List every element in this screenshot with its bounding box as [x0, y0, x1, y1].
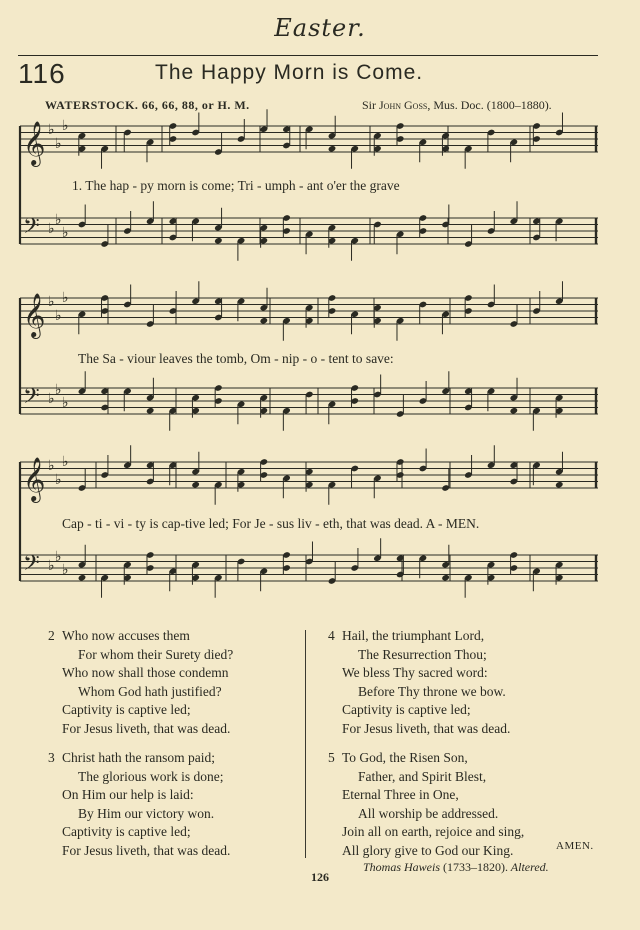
flat-icon: ♭ [62, 290, 69, 306]
note-head [191, 481, 200, 489]
stanza-number: 4 [328, 628, 335, 643]
stanza-line: Christ hath the ransom paid; [62, 750, 215, 765]
system-2-lyrics: The Sa - viour leaves the tomb, Om - nip - o - tent to save: [78, 351, 394, 366]
flat-icon: ♭ [48, 122, 55, 138]
flat-icon: ♭ [48, 294, 55, 310]
author-note: Altered. [508, 860, 549, 874]
amen-label: AMEN. [556, 840, 594, 852]
flat-icon: ♭ [55, 308, 62, 324]
stanza-4 [328, 627, 511, 739]
flat-icon: ♭ [55, 212, 62, 228]
system-3-lyrics: Cap - ti - vi - ty is cap-tive led; For Je - sus liv - eth, that was dead. A - MEN. [62, 516, 480, 531]
author-name: Thomas Haweis [363, 860, 444, 874]
column-divider [305, 630, 306, 858]
hymn-number: 116 [18, 58, 66, 89]
stanza-3 [48, 749, 231, 861]
flat-icon: ♭ [55, 136, 62, 152]
note-head [214, 237, 223, 245]
hymn-title: The Happy Morn is Come. [155, 61, 424, 84]
stanza-number: 5 [328, 750, 335, 765]
flat-icon: ♭ [62, 395, 69, 411]
stanza-number: 2 [48, 628, 55, 643]
note-head [328, 145, 337, 153]
note-head [555, 481, 564, 489]
stanza-line: Hail, the triumphant Lord, [342, 628, 485, 643]
stanza-line: The Resurrection Thou; [358, 646, 487, 662]
stanza-line: All worship be addressed. [358, 805, 499, 821]
flat-icon: ♭ [55, 472, 62, 488]
page-number: 126 [311, 870, 329, 884]
stanza-number: 3 [48, 750, 55, 765]
stanza-line: Captivity is captive led; [62, 702, 191, 718]
stanza-line: Eternal Three in One, [342, 787, 459, 803]
stanza-line: On Him our help is laid: [62, 787, 194, 803]
stanza-5 [328, 749, 525, 861]
stanza-line: For Jesus liveth, that was dead. [62, 842, 231, 858]
stanza-line: For Jesus liveth, that was dead. [342, 720, 511, 736]
stanza-line: For whom their Surety died? [78, 646, 234, 662]
system-1-lyrics: 1. The hap - py morn is come; Tri - umph - ant o'er the grave [72, 178, 400, 193]
stanza-line: Join all on earth, rejoice and sing, [342, 824, 525, 840]
note-head [260, 317, 269, 325]
bass-clef-icon: 𝄢 [23, 551, 40, 581]
treble-clef-icon: 𝄞 [23, 293, 46, 337]
flat-icon: ♭ [48, 458, 55, 474]
flat-icon: ♭ [62, 454, 69, 470]
note-head [146, 407, 155, 415]
flat-icon: ♭ [55, 382, 62, 398]
stanza-line: Captivity is captive led; [62, 824, 191, 840]
stanza-line: Who now shall those condemn [62, 665, 229, 681]
stanza-line: Who now accuses them [62, 628, 190, 643]
stanza-line: Before Thy throne we bow. [358, 683, 506, 699]
treble-clef-icon: 𝄞 [23, 457, 46, 501]
flat-icon: ♭ [62, 562, 69, 578]
treble-clef-icon: 𝄞 [23, 121, 46, 165]
bass-clef-icon: 𝄢 [23, 384, 40, 414]
stanza-line: Father, and Spirit Blest, [358, 768, 487, 784]
stanza-line: By Him our victory won. [78, 805, 215, 821]
flat-icon: ♭ [48, 558, 55, 574]
stanza-2 [48, 627, 234, 739]
stanza-line: We bless Thy sacred word: [342, 665, 488, 681]
section-heading: Easter. [274, 14, 366, 42]
flat-icon: ♭ [55, 549, 62, 565]
tune-meter: WATERSTOCK. 66, 66, 88, or H. M. [45, 98, 250, 112]
stanza-line: For Jesus liveth, that was dead. [62, 720, 231, 736]
stanza-line: Captivity is captive led; [342, 702, 471, 718]
flat-icon: ♭ [48, 221, 55, 237]
stanza-line: Whom God hath justified? [78, 683, 222, 699]
flat-icon: ♭ [62, 225, 69, 241]
bass-clef-icon: 𝄢 [23, 214, 40, 244]
stanza-line: All glory give to God our King. [342, 842, 514, 858]
note-head [78, 574, 87, 582]
note-head [441, 574, 450, 582]
composer-suffix: , Mus. Doc. (1800–1880). [427, 98, 552, 112]
stanza-line: To God, the Risen Son, [342, 750, 468, 765]
composer-prefix: Sir [362, 98, 380, 112]
flat-icon: ♭ [62, 118, 69, 134]
stanza-line: The glorious work is done; [78, 768, 224, 784]
flat-icon: ♭ [48, 391, 55, 407]
author-dates: (1733–1820). [443, 860, 509, 874]
composer-name: John Goss [379, 98, 428, 112]
note-head [510, 407, 519, 415]
